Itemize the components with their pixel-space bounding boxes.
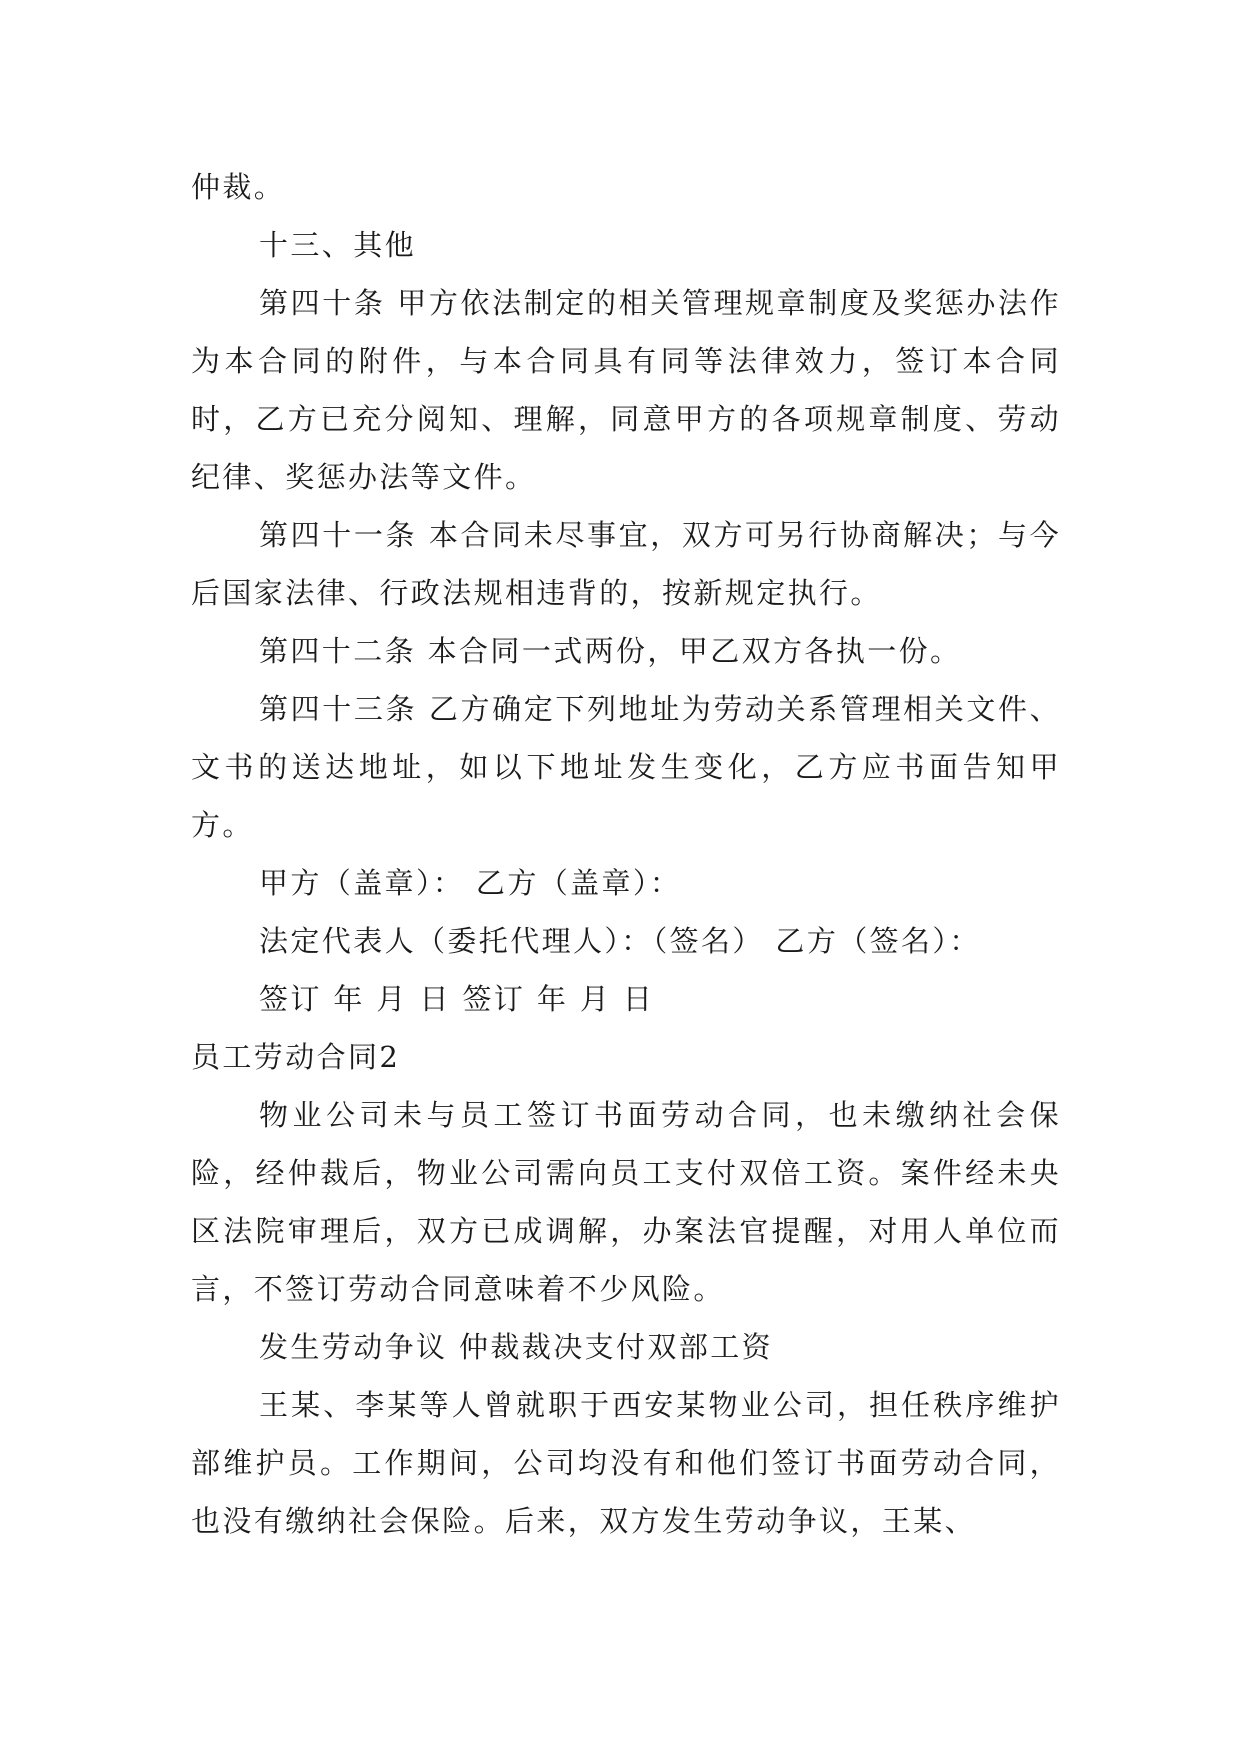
signature-line: 法定代表人（委托代理人）：（签名） 乙方（签名）： xyxy=(259,924,981,958)
case-summary: 物业公司未与员工签订书面劳动合同，也未缴纳社会保险，经仲裁后，物业公司需向员工支付双倍工资。案件经未央区法院审理后，双方已成调解，办案法官提醒，对用人单位而言，不签订劳动合同意味着不少风险。 xyxy=(191,1098,1061,1306)
seal-line: 甲方（盖章）： 乙方（盖章）： xyxy=(259,866,682,900)
document-title-2: 员工劳动合同2 xyxy=(191,1040,401,1074)
subheading-dispute: 发生劳动争议 仲裁裁决支付双部工资 xyxy=(259,1330,774,1364)
article-43: 第四十三条 乙方确定下列地址为劳动关系管理相关文件、文书的送达地址，如以下地址发生变化，乙方应书面告知甲方。 xyxy=(191,692,1061,842)
article-41: 第四十一条 本合同未尽事宜，双方可另行协商解决；与今后国家法律、行政法规相违背的，按新规定执行。 xyxy=(191,518,1061,610)
case-detail: 王某、李某等人曾就职于西安某物业公司，担任秩序维护部维护员。工作期间，公司均没有和他们签订书面劳动合同，也没有缴纳社会保险。后来，双方发生劳动争议，王某、 xyxy=(191,1388,1061,1538)
article-42: 第四十二条 本合同一式两份，甲乙双方各执一份。 xyxy=(259,634,962,668)
date-line: 签订 年 月 日 签订 年 月 日 xyxy=(259,982,655,1016)
document-body xyxy=(191,158,1061,1550)
paragraph-arbitration-end: 仲裁。 xyxy=(191,170,286,204)
article-40: 第四十条 甲方依法制定的相关管理规章制度及奖惩办法作为本合同的附件，与本合同具有同等法律效力，签订本合同时，乙方已充分阅知、理解，同意甲方的各项规章制度、劳动纪律、奖惩办法等文件。 xyxy=(191,286,1061,494)
section-heading-other: 十三、其他 xyxy=(259,228,417,262)
